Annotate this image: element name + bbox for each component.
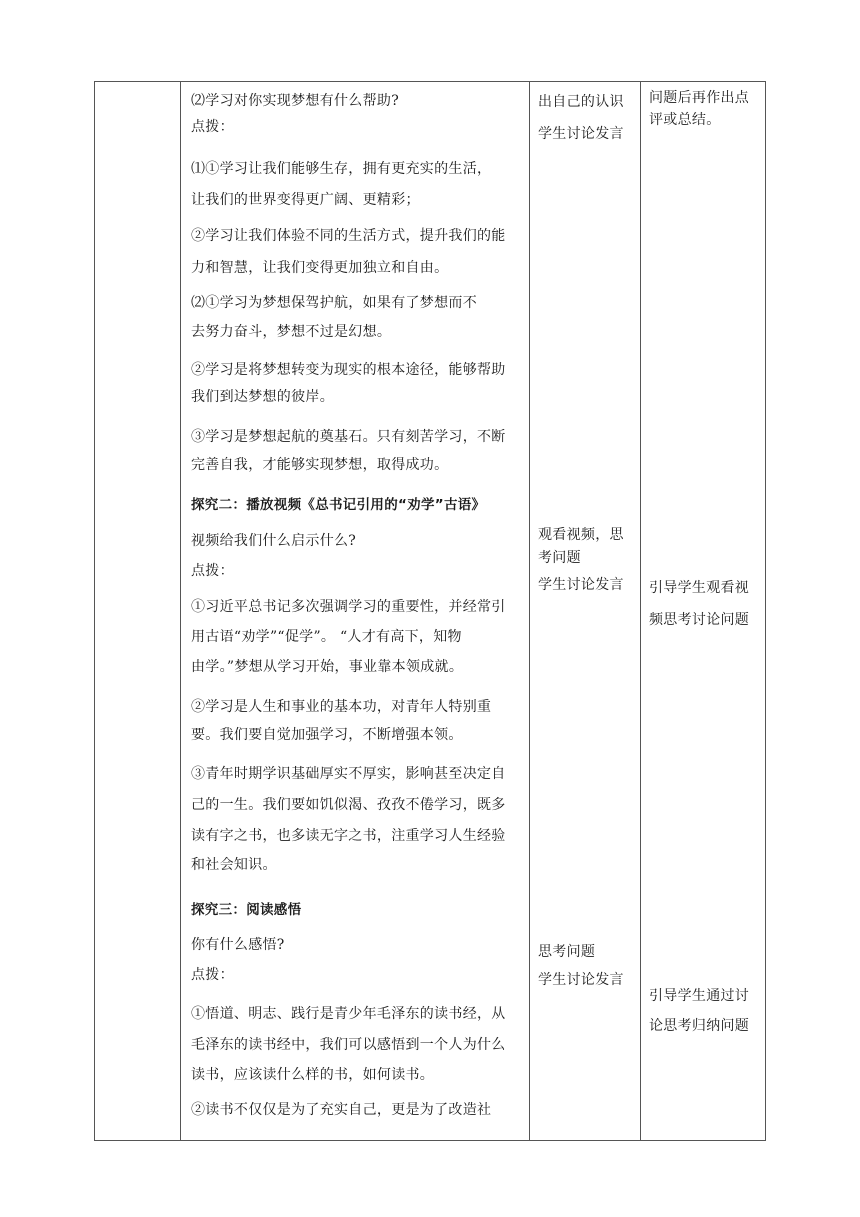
content-line: 和社会知识。 xyxy=(191,857,277,873)
section-heading: 探究二：播放视频《总书记引用的“劝学”古语》 xyxy=(191,497,486,513)
activity-line: 出自己的认识 xyxy=(538,94,624,110)
hint-label: 点拨： xyxy=(191,967,234,983)
intent-line: 频思考讨论问题 xyxy=(649,612,750,628)
content-line: ②学习让我们体验不同的生活方式，提升我们的能 xyxy=(191,228,506,244)
content-line: ①悟道、明志、践行是青少年毛泽东的读书经，从 xyxy=(191,1006,506,1022)
content-line: 读书，应该读什么样的书，如何读书。 xyxy=(191,1067,435,1083)
intent-line: 引导学生通过讨 xyxy=(649,988,750,1004)
content-line: 让我们的世界变得更广阔、更精彩； xyxy=(191,192,420,208)
content-line: ②学习是将梦想转变为现实的根本途径，能够帮助 xyxy=(191,362,506,378)
content-line: 完善自我，才能够实现梦想，取得成功。 xyxy=(191,457,449,473)
content-line: 你有什么感悟? xyxy=(191,937,285,953)
content-line: 要。我们要自觉加强学习，不断增强本领。 xyxy=(191,727,463,743)
content-line: ⑴①学习让我们能够生存，拥有更充实的生活， xyxy=(191,161,492,177)
content-line: 去努力奋斗，梦想不过是幻想。 xyxy=(191,324,392,340)
activity-line: 考问题 xyxy=(538,550,581,566)
hint-label: 点拨： xyxy=(191,119,234,135)
content-line: ①习近平总书记多次强调学习的重要性，并经常引 xyxy=(191,599,506,615)
activity-line: 学生讨论发言 xyxy=(538,577,624,593)
table-column-divider xyxy=(640,82,641,1140)
content-line: 视频给我们什么启示什么? xyxy=(191,533,357,549)
activity-line: 思考问题 xyxy=(538,944,596,960)
content-line: 读有字之书，也多读无字之书，注重学习人生经验 xyxy=(191,828,506,844)
intent-line: 评或总结。 xyxy=(649,112,721,128)
content-line: 用古语“劝学”“促学”。 “人才有高下，知物 xyxy=(191,629,462,645)
content-line: ③学习是梦想起航的奠基石。只有刻苦学习，不断 xyxy=(191,429,506,445)
table-column-divider xyxy=(529,82,530,1140)
content-line: ②学习是人生和事业的基本功，对青年人特别重 xyxy=(191,699,492,715)
content-line: 毛泽东的读书经中，我们可以感悟到一个人为什么 xyxy=(191,1037,506,1053)
content-line: ②读书不仅仅是为了充实自己，更是为了改造社 xyxy=(191,1102,492,1118)
table-column-divider xyxy=(180,82,181,1140)
section-heading: 探究三：阅读感悟 xyxy=(191,902,302,918)
content-line: 我们到达梦想的彼岸。 xyxy=(191,389,334,405)
content-line: 己的一生。我们要如饥似渴、孜孜不倦学习，既多 xyxy=(191,797,506,813)
content-line: ⑵①学习为梦想保驾护航，如果有了梦想而不 xyxy=(191,295,477,311)
content-line: 由学。”梦想从学习开始，事业靠本领成就。 xyxy=(191,659,464,675)
content-line: 力和智慧，让我们变得更加独立和自由。 xyxy=(191,260,449,276)
intent-line: 问题后再作出点 xyxy=(649,90,750,106)
lesson-plan-table xyxy=(94,81,766,1141)
intent-line: 引导学生观看视 xyxy=(649,580,750,596)
activity-line: 观看视频，思 xyxy=(538,527,624,543)
content-line: ⑵学习对你实现梦想有什么帮助? xyxy=(191,93,400,109)
intent-line: 论思考归纳问题 xyxy=(649,1018,750,1034)
activity-line: 学生讨论发言 xyxy=(538,972,624,988)
hint-label: 点拨： xyxy=(191,563,234,579)
activity-line: 学生讨论发言 xyxy=(538,126,624,142)
content-line: ③青年时期学识基础厚实不厚实，影响甚至决定自 xyxy=(191,766,506,782)
